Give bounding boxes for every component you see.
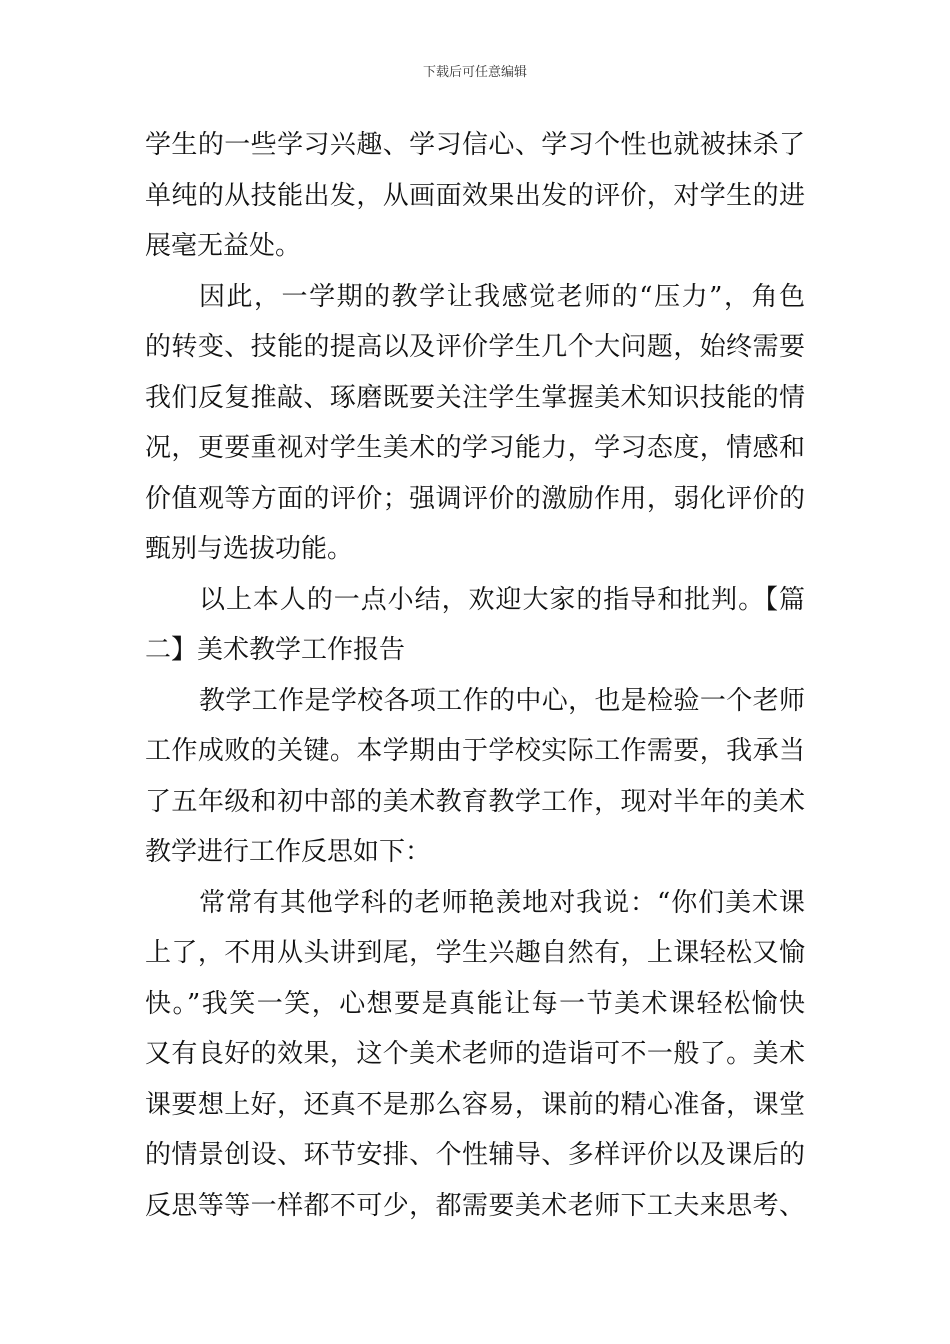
paragraph — [145, 272, 805, 575]
text-line: 因此，一学期的教学让我感觉老师的“压力”，角色 — [199, 281, 805, 312]
paragraph — [145, 878, 805, 1232]
text-line: 了五年级和初中部的美术教育教学工作，现对半年的美术 — [145, 786, 805, 817]
paragraph — [145, 575, 805, 676]
text-line: 况，更要重视对学生美术的学习能力，学习态度，情感和 — [145, 433, 805, 463]
text-line: 我们反复推敲、琢磨既要关注学生掌握美术知识技能的情 — [145, 382, 805, 413]
text-line: 工作成败的关键。本学期由于学校实际工作需要，我承当 — [145, 736, 805, 766]
paragraph — [145, 676, 805, 878]
text-line: 又有良好的效果，这个美术老师的造诣可不一般了。美术 — [145, 1039, 805, 1069]
text-line: 教学工作是学校各项工作的中心，也是检验一个老师 — [199, 685, 805, 716]
text-line: 单纯的从技能出发，从画面效果出发的评价，对学生的进 — [145, 180, 805, 211]
text-line: 的情景创设、环节安排、个性辅导、多样评价以及课后的 — [145, 1140, 805, 1170]
text-line: 快。”我笑一笑，心想要是真能让每一节美术课轻松愉快 — [145, 988, 805, 1019]
text-line: 上了，不用从头讲到尾，学生兴趣自然有，上课轻松又愉 — [145, 938, 805, 968]
text-line: 二】美术教学工作报告 — [145, 635, 406, 665]
paragraph — [145, 120, 805, 272]
text-line: 反思等等一样都不可少，都需要美术老师下工夫来思考、 — [145, 1190, 805, 1221]
text-line: 以上本人的一点小结，欢迎大家的指导和批判。【篇 — [199, 584, 805, 615]
text-line: 学生的一些学习兴趣、学习信心、学习个性也就被抹杀了 — [145, 130, 805, 160]
document-body — [145, 120, 805, 1231]
text-line: 教学进行工作反思如下： — [145, 837, 432, 867]
text-line: 的转变、技能的提高以及评价学生几个大问题，始终需要 — [145, 332, 805, 362]
text-line: 课要想上好，还真不是那么容易，课前的精心准备，课堂 — [145, 1089, 805, 1120]
text-line: 甄别与选拔功能。 — [145, 534, 354, 564]
page-header: 下载后可任意编辑 — [422, 65, 527, 80]
text-line: 展毫无益处。 — [145, 231, 302, 261]
text-line: 价值观等方面的评价；强调评价的激励作用，弱化评价的 — [145, 483, 805, 514]
text-line: 常常有其他学科的老师艳羡地对我说：“你们美术课 — [199, 887, 805, 918]
